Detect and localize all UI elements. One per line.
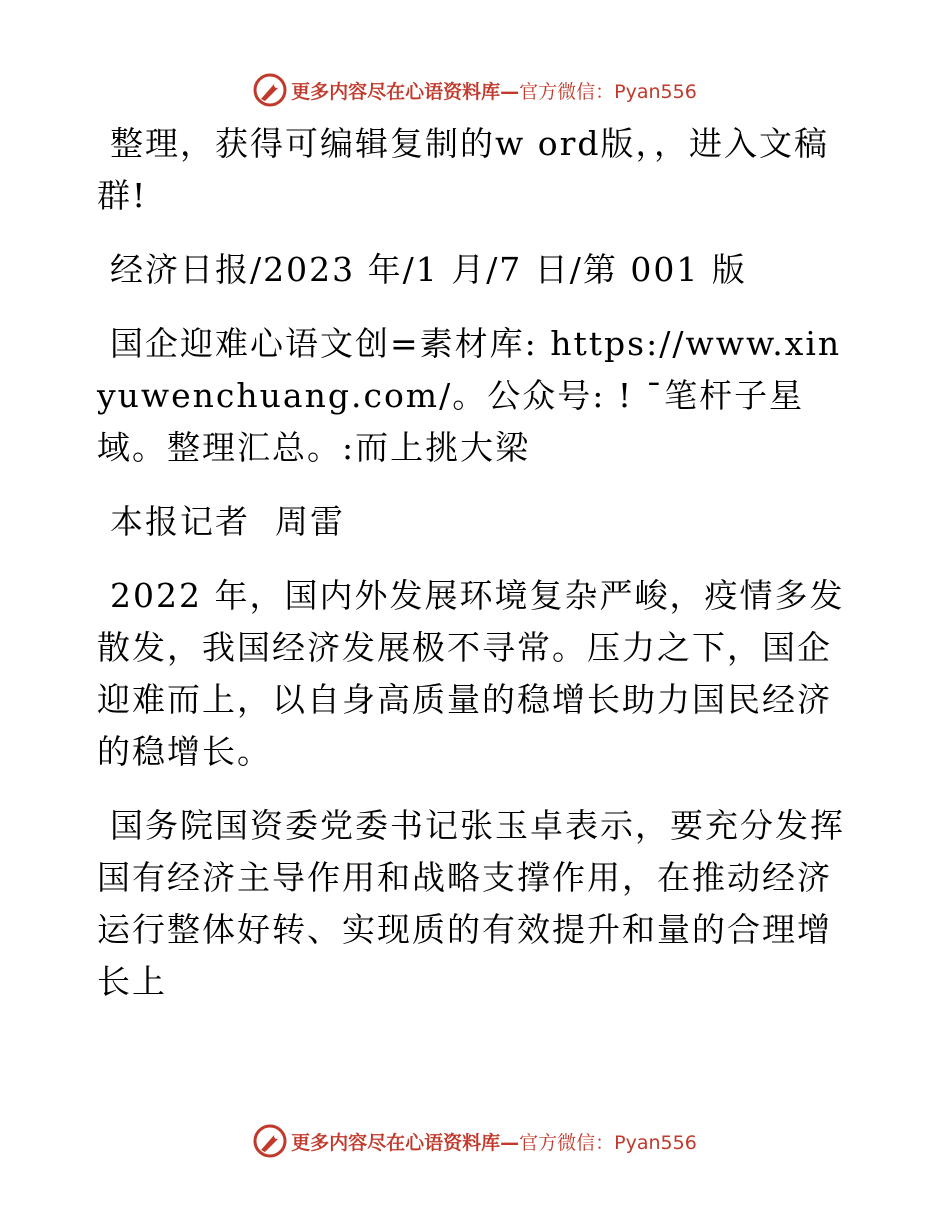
pen-logo-icon	[253, 73, 287, 107]
paragraph-title: 国企迎难心语文创=素材库: https://www.xinyuwenchuang.com/。公众号: ! ¯笔杆子星域。整理汇总。:而上挑大梁	[97, 324, 842, 467]
document-body	[97, 118, 857, 1030]
banner-text: 更多内容尽在心语资料库—	[291, 1131, 520, 1154]
banner-text: 更多内容尽在心语资料库—	[291, 80, 520, 103]
paragraph-intro: 整理，获得可编辑复制的w ord版，，进入文稿群!	[97, 124, 830, 215]
paragraph-body-2: 国务院国资委党委书记张玉卓表示，要充分发挥国有经济主导作用和战略支撑作用，在推动经济运行整体好转、实现质的有效提升和量的合理增长上	[97, 806, 845, 1001]
footer-banner	[0, 1121, 950, 1161]
pen-logo-icon	[253, 1124, 287, 1158]
banner-wechat: 官方微信：Pyan556	[519, 80, 697, 103]
header-banner	[0, 70, 950, 110]
banner-wechat: 官方微信：Pyan556	[519, 1131, 697, 1154]
paragraph-body-1: 2022 年，国内外发展环境复杂严峻，疫情多发散发，我国经济发展极不寻常。压力之下，国企迎难而上，以自身高质量的稳增长助力国民经济的稳增长。	[97, 576, 845, 771]
paragraph-source: 经济日报/2023 年/1 月/7 日/第 001 版	[110, 250, 747, 289]
paragraph-byline: 本报记者 周雷	[110, 502, 345, 541]
